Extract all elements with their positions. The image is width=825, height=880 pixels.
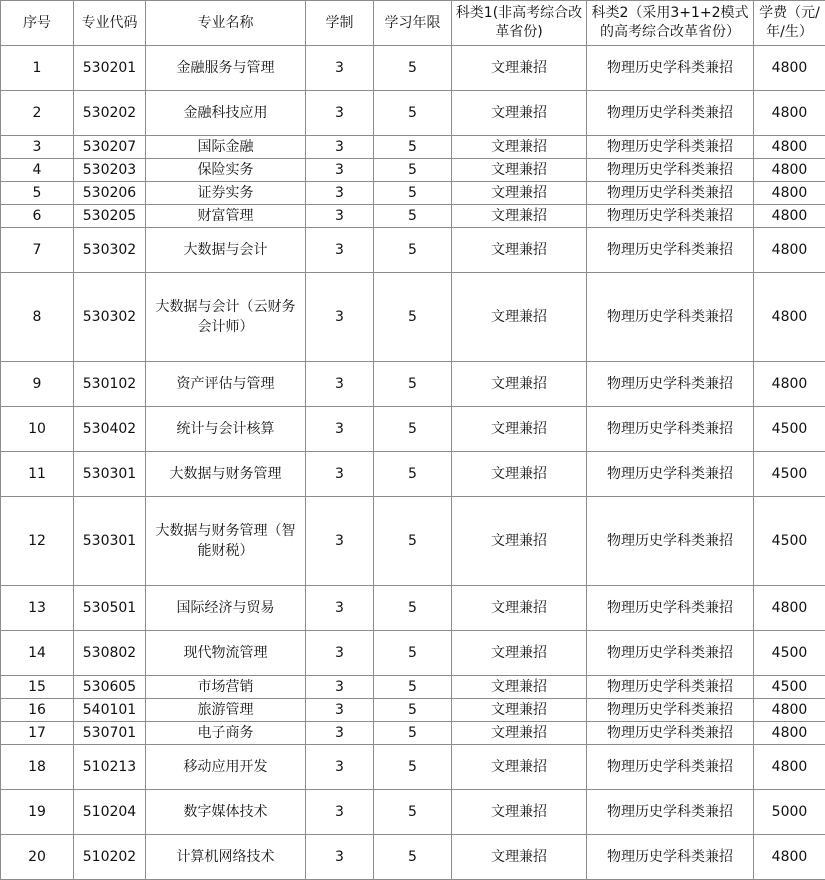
- cell-major-name: 金融服务与管理: [146, 46, 306, 91]
- cell-category-2: 物理历史学科类兼招: [587, 835, 754, 880]
- cell-system: 3: [306, 586, 374, 631]
- table-row: [1, 273, 825, 362]
- cell-years: 5: [374, 228, 452, 273]
- cell-major-name: 统计与会计核算: [146, 407, 306, 452]
- cell-category-1: 文理兼招: [452, 452, 587, 497]
- cell-major-name: 财富管理: [146, 205, 306, 228]
- cell-years: 5: [374, 205, 452, 228]
- cell-major-name: 大数据与会计: [146, 228, 306, 273]
- cell-system: 3: [306, 362, 374, 407]
- cell-major-name: 电子商务: [146, 722, 306, 745]
- cell-code: 530102: [74, 362, 146, 407]
- cell-system: 3: [306, 136, 374, 159]
- cell-category-1: 文理兼招: [452, 91, 587, 136]
- cell-fee: 4800: [754, 228, 825, 273]
- cell-no: 18: [1, 745, 74, 790]
- cell-category-2: 物理历史学科类兼招: [587, 722, 754, 745]
- cell-category-2: 物理历史学科类兼招: [587, 586, 754, 631]
- table-row: [1, 362, 825, 407]
- table-row: [1, 699, 825, 722]
- table-row: [1, 228, 825, 273]
- cell-code: 530701: [74, 722, 146, 745]
- cell-code: 510204: [74, 790, 146, 835]
- cell-system: 3: [306, 722, 374, 745]
- table-row: [1, 159, 825, 182]
- cell-code: 510213: [74, 745, 146, 790]
- header-code: 专业代码: [74, 1, 146, 46]
- cell-no: 8: [1, 273, 74, 362]
- table-row: [1, 631, 825, 676]
- cell-fee: 4500: [754, 407, 825, 452]
- cell-category-2: 物理历史学科类兼招: [587, 745, 754, 790]
- cell-no: 3: [1, 136, 74, 159]
- cell-years: 5: [374, 745, 452, 790]
- cell-fee: 4800: [754, 159, 825, 182]
- cell-system: 3: [306, 497, 374, 586]
- cell-no: 4: [1, 159, 74, 182]
- cell-fee: 5000: [754, 790, 825, 835]
- cell-major-name: 保险实务: [146, 159, 306, 182]
- cell-category-1: 文理兼招: [452, 586, 587, 631]
- cell-fee: 4800: [754, 745, 825, 790]
- header-system: 学制: [306, 1, 374, 46]
- cell-fee: 4800: [754, 182, 825, 205]
- table-header: [1, 1, 825, 46]
- cell-fee: 4500: [754, 631, 825, 676]
- cell-category-1: 文理兼招: [452, 205, 587, 228]
- cell-no: 7: [1, 228, 74, 273]
- cell-category-1: 文理兼招: [452, 699, 587, 722]
- cell-major-name: 数字媒体技术: [146, 790, 306, 835]
- cell-category-1: 文理兼招: [452, 676, 587, 699]
- header-name: 专业名称: [146, 1, 306, 46]
- cell-code: 530301: [74, 497, 146, 586]
- cell-years: 5: [374, 452, 452, 497]
- cell-years: 5: [374, 722, 452, 745]
- cell-category-1: 文理兼招: [452, 835, 587, 880]
- cell-major-name: 旅游管理: [146, 699, 306, 722]
- table-row: [1, 790, 825, 835]
- cell-fee: 4800: [754, 362, 825, 407]
- cell-no: 9: [1, 362, 74, 407]
- cell-code: 530302: [74, 273, 146, 362]
- cell-years: 5: [374, 407, 452, 452]
- cell-system: 3: [306, 91, 374, 136]
- header-fee: 学费（元/年/生）: [754, 1, 825, 46]
- cell-code: 530206: [74, 182, 146, 205]
- cell-fee: 4800: [754, 91, 825, 136]
- cell-years: 5: [374, 676, 452, 699]
- table-row: [1, 497, 825, 586]
- cell-category-1: 文理兼招: [452, 722, 587, 745]
- cell-category-1: 文理兼招: [452, 362, 587, 407]
- cell-category-2: 物理历史学科类兼招: [587, 136, 754, 159]
- table-body: [1, 46, 825, 880]
- cell-category-1: 文理兼招: [452, 136, 587, 159]
- cell-years: 5: [374, 273, 452, 362]
- cell-code: 530205: [74, 205, 146, 228]
- cell-years: 5: [374, 586, 452, 631]
- cell-no: 12: [1, 497, 74, 586]
- cell-major-name: 国际经济与贸易: [146, 586, 306, 631]
- cell-category-2: 物理历史学科类兼招: [587, 91, 754, 136]
- cell-system: 3: [306, 631, 374, 676]
- cell-code: 530203: [74, 159, 146, 182]
- cell-category-2: 物理历史学科类兼招: [587, 676, 754, 699]
- cell-major-name: 国际金融: [146, 136, 306, 159]
- cell-category-2: 物理历史学科类兼招: [587, 497, 754, 586]
- cell-code: 530802: [74, 631, 146, 676]
- table-row: [1, 835, 825, 880]
- cell-major-name: 现代物流管理: [146, 631, 306, 676]
- cell-major-name: 金融科技应用: [146, 91, 306, 136]
- cell-years: 5: [374, 182, 452, 205]
- cell-major-name: 移动应用开发: [146, 745, 306, 790]
- cell-fee: 4800: [754, 699, 825, 722]
- cell-category-2: 物理历史学科类兼招: [587, 273, 754, 362]
- cell-code: 530302: [74, 228, 146, 273]
- cell-years: 5: [374, 91, 452, 136]
- cell-code: 540101: [74, 699, 146, 722]
- header-category-2: 科类2（采用3+1+2模式的高考综合改革省份）: [587, 1, 754, 46]
- cell-fee: 4800: [754, 46, 825, 91]
- cell-system: 3: [306, 835, 374, 880]
- header-category-1: 科类1(非高考综合改革省份): [452, 1, 587, 46]
- cell-system: 3: [306, 452, 374, 497]
- table-row: [1, 676, 825, 699]
- cell-no: 13: [1, 586, 74, 631]
- cell-no: 19: [1, 790, 74, 835]
- cell-major-name: 市场营销: [146, 676, 306, 699]
- table-row: [1, 586, 825, 631]
- cell-fee: 4800: [754, 136, 825, 159]
- header-row: [1, 1, 825, 46]
- cell-system: 3: [306, 273, 374, 362]
- cell-fee: 4800: [754, 586, 825, 631]
- cell-system: 3: [306, 745, 374, 790]
- cell-fee: 4800: [754, 835, 825, 880]
- cell-no: 1: [1, 46, 74, 91]
- cell-major-name: 计算机网络技术: [146, 835, 306, 880]
- cell-category-2: 物理历史学科类兼招: [587, 631, 754, 676]
- cell-years: 5: [374, 835, 452, 880]
- table-row: [1, 452, 825, 497]
- header-no: 序号: [1, 1, 74, 46]
- cell-code: 530202: [74, 91, 146, 136]
- table-row: [1, 46, 825, 91]
- cell-system: 3: [306, 46, 374, 91]
- cell-system: 3: [306, 228, 374, 273]
- table-row: [1, 745, 825, 790]
- cell-major-name: 证券实务: [146, 182, 306, 205]
- cell-years: 5: [374, 790, 452, 835]
- cell-category-2: 物理历史学科类兼招: [587, 182, 754, 205]
- table-row: [1, 407, 825, 452]
- cell-code: 530301: [74, 452, 146, 497]
- cell-category-1: 文理兼招: [452, 631, 587, 676]
- cell-code: 510202: [74, 835, 146, 880]
- cell-code: 530201: [74, 46, 146, 91]
- cell-no: 11: [1, 452, 74, 497]
- cell-no: 5: [1, 182, 74, 205]
- cell-category-1: 文理兼招: [452, 407, 587, 452]
- cell-category-1: 文理兼招: [452, 273, 587, 362]
- table-row: [1, 722, 825, 745]
- cell-no: 17: [1, 722, 74, 745]
- table-row: [1, 136, 825, 159]
- cell-category-1: 文理兼招: [452, 790, 587, 835]
- cell-category-2: 物理历史学科类兼招: [587, 452, 754, 497]
- cell-category-1: 文理兼招: [452, 159, 587, 182]
- table-row: [1, 205, 825, 228]
- cell-no: 16: [1, 699, 74, 722]
- cell-years: 5: [374, 362, 452, 407]
- cell-major-name: 大数据与财务管理: [146, 452, 306, 497]
- cell-years: 5: [374, 46, 452, 91]
- cell-fee: 4500: [754, 452, 825, 497]
- cell-system: 3: [306, 159, 374, 182]
- cell-major-name: 大数据与会计（云财务会计师）: [146, 273, 306, 362]
- cell-years: 5: [374, 699, 452, 722]
- cell-years: 5: [374, 159, 452, 182]
- cell-category-1: 文理兼招: [452, 46, 587, 91]
- cell-category-2: 物理历史学科类兼招: [587, 407, 754, 452]
- cell-no: 10: [1, 407, 74, 452]
- cell-code: 530402: [74, 407, 146, 452]
- cell-years: 5: [374, 631, 452, 676]
- cell-category-2: 物理历史学科类兼招: [587, 205, 754, 228]
- cell-fee: 4800: [754, 273, 825, 362]
- cell-category-2: 物理历史学科类兼招: [587, 159, 754, 182]
- cell-category-2: 物理历史学科类兼招: [587, 228, 754, 273]
- cell-major-name: 资产评估与管理: [146, 362, 306, 407]
- table-row: [1, 182, 825, 205]
- cell-no: 2: [1, 91, 74, 136]
- cell-category-2: 物理历史学科类兼招: [587, 362, 754, 407]
- cell-category-1: 文理兼招: [452, 228, 587, 273]
- cell-category-2: 物理历史学科类兼招: [587, 790, 754, 835]
- cell-category-1: 文理兼招: [452, 182, 587, 205]
- cell-years: 5: [374, 136, 452, 159]
- table-row: [1, 91, 825, 136]
- cell-no: 20: [1, 835, 74, 880]
- cell-no: 15: [1, 676, 74, 699]
- cell-years: 5: [374, 497, 452, 586]
- cell-code: 530605: [74, 676, 146, 699]
- header-years: 学习年限: [374, 1, 452, 46]
- cell-category-1: 文理兼招: [452, 497, 587, 586]
- cell-fee: 4800: [754, 722, 825, 745]
- cell-major-name: 大数据与财务管理（智能财税）: [146, 497, 306, 586]
- cell-system: 3: [306, 205, 374, 228]
- cell-fee: 4800: [754, 205, 825, 228]
- cell-system: 3: [306, 699, 374, 722]
- cell-category-1: 文理兼招: [452, 745, 587, 790]
- cell-no: 14: [1, 631, 74, 676]
- cell-code: 530207: [74, 136, 146, 159]
- cell-system: 3: [306, 182, 374, 205]
- cell-system: 3: [306, 407, 374, 452]
- cell-no: 6: [1, 205, 74, 228]
- cell-system: 3: [306, 790, 374, 835]
- cell-system: 3: [306, 676, 374, 699]
- cell-fee: 4500: [754, 676, 825, 699]
- cell-category-2: 物理历史学科类兼招: [587, 699, 754, 722]
- cell-fee: 4500: [754, 497, 825, 586]
- cell-code: 530501: [74, 586, 146, 631]
- cell-category-2: 物理历史学科类兼招: [587, 46, 754, 91]
